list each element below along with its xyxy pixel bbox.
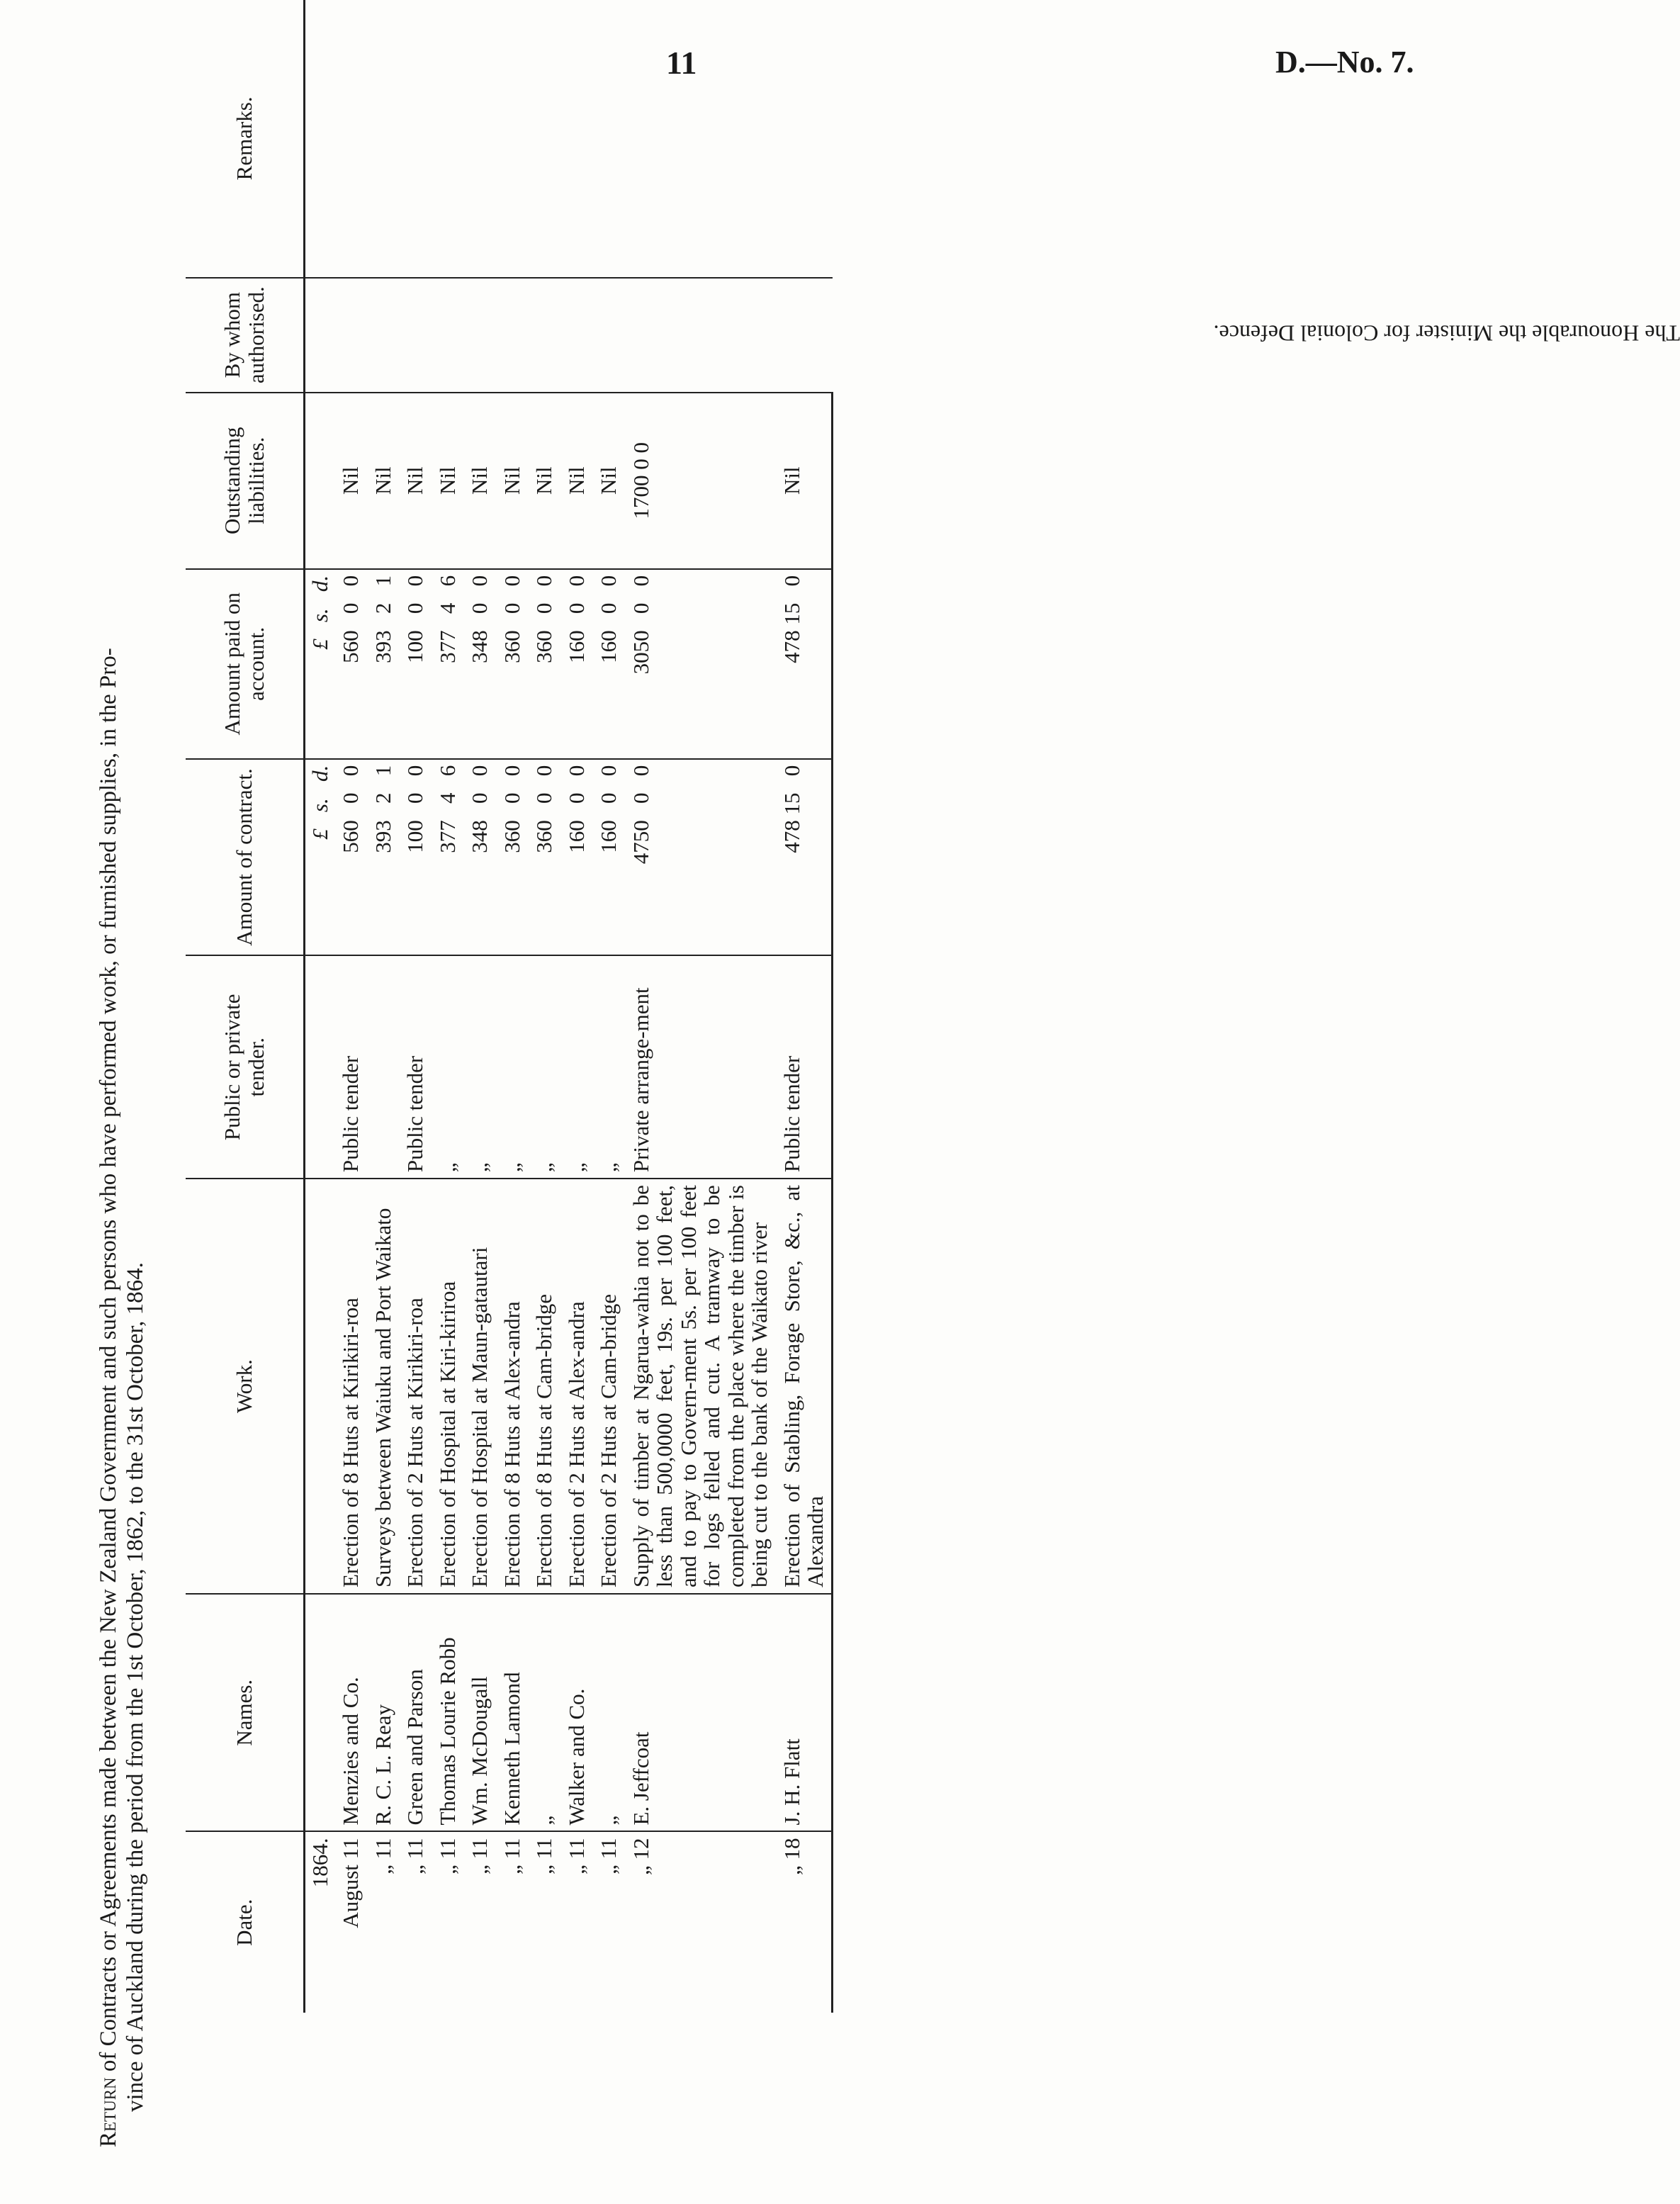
date-cell: „ 11 xyxy=(531,1838,557,1874)
name-cell: J. H. Flatt xyxy=(776,1594,833,1832)
outstanding-cell: Nil xyxy=(776,393,833,569)
tender-cell: „ xyxy=(560,955,592,1179)
tender-cell: „ xyxy=(432,955,463,1179)
outstanding-cell: Nil xyxy=(432,393,463,569)
title-line-1: of Contracts or Agreements made between the New Zealand Government and such persons who have performed work, or furnished supplies, in the Pro- xyxy=(96,648,121,2078)
amount-paid-cell: 360 0 0 xyxy=(496,569,528,759)
units-paid: £ s. d. xyxy=(305,569,335,759)
title-line-2: vince of Auckland during the period from the 1st October, 1862, to the 31st October, 1864. xyxy=(122,1262,148,2112)
tender-cell: Public tender xyxy=(776,955,833,1179)
tender-cell: Private arrange-ment xyxy=(625,955,776,1179)
date-cell: August 11 xyxy=(338,1838,363,1928)
tender-cell xyxy=(367,955,399,1179)
work-cell: Erection of 2 Huts at Kirikiri-roa xyxy=(399,1179,431,1594)
outstanding-cell: Nil xyxy=(560,393,592,569)
col-work: Work. xyxy=(186,1179,305,1594)
outstanding-cell: Nil xyxy=(463,393,495,569)
amount-contract-cell: 160 0 0 xyxy=(560,759,592,956)
amount-contract-cell: 100 0 0 xyxy=(399,759,431,956)
name-cell: Menzies and Co. xyxy=(334,1594,366,1832)
work-cell: Supply of timber at Ngarua-wahia not to be less than 500,0000 feet, 19s. per 100 feet, and to pay to Govern-ment 5s. per 100 feet for logs felled and cut. A tramway to be completed from the place where the timber is being cut to the bank of the Waikato river xyxy=(625,1179,776,1594)
amount-contract-cell: 360 0 0 xyxy=(528,759,560,956)
date-cell: „ 11 xyxy=(467,1838,492,1874)
date-cell: „ 11 xyxy=(402,1838,428,1874)
work-cell: Erection of 8 Huts at Kirikiri-roa xyxy=(334,1179,366,1594)
outstanding-cell: Nil xyxy=(496,393,528,569)
amount-paid-cell: 160 0 0 xyxy=(560,569,592,759)
col-names: Names. xyxy=(186,1594,305,1832)
header-row xyxy=(186,0,305,2013)
col-amount-paid: Amount paid on account. xyxy=(186,569,305,759)
amount-paid-cell: 3050 0 0 xyxy=(625,569,776,759)
title-lead: Return xyxy=(96,2077,121,2147)
tender-cell: „ xyxy=(463,955,495,1179)
outstanding-cell: Nil xyxy=(592,393,624,569)
tender-cell: „ xyxy=(592,955,624,1179)
amount-contract-cell: 478 15 0 xyxy=(776,759,833,956)
tender-cell: „ xyxy=(528,955,560,1179)
amount-paid-cell: 393 2 1 xyxy=(367,569,399,759)
amount-contract-cell: 360 0 0 xyxy=(496,759,528,956)
col-by-whom: By whom authorised. xyxy=(186,278,305,393)
page-number: 11 xyxy=(666,45,697,81)
amount-contract-cell: 348 0 0 xyxy=(463,759,495,956)
date-cell: „ 11 xyxy=(370,1838,395,1874)
work-cell: Erection of 2 Huts at Cam-bridge xyxy=(592,1179,624,1594)
name-cell: Kenneth Lamond xyxy=(496,1594,528,1832)
outstanding-cell: Nil xyxy=(528,393,560,569)
outstanding-cell: Nil xyxy=(334,393,366,569)
amount-contract-cell: 160 0 0 xyxy=(592,759,624,956)
amount-paid-cell: 348 0 0 xyxy=(463,569,495,759)
authorised-by-cell xyxy=(305,278,1680,393)
remarks-cell xyxy=(305,0,833,278)
name-cell: Walker and Co. xyxy=(560,1594,592,1832)
amount-paid-cell: 560 0 0 xyxy=(334,569,366,759)
name-cell: „ xyxy=(528,1594,560,1832)
date-cell: „ 11 xyxy=(499,1838,524,1874)
units-row xyxy=(305,0,335,2013)
year-cell: 1864. xyxy=(308,1838,332,1888)
amount-contract-cell: 377 4 6 xyxy=(432,759,463,956)
col-tender: Public or private tender. xyxy=(186,955,305,1179)
amount-paid-cell: 160 0 0 xyxy=(592,569,624,759)
date-cell: „ 11 xyxy=(596,1838,621,1874)
outstanding-cell: 1700 0 0 xyxy=(625,393,776,569)
amount-paid-cell: 100 0 0 xyxy=(399,569,431,759)
work-cell: Erection of Stabling, Forage Store, &c., at Alexandra xyxy=(776,1179,833,1594)
work-cell: Erection of 8 Huts at Alex-andra xyxy=(496,1179,528,1594)
date-cell: „ 11 xyxy=(563,1838,589,1874)
tender-cell: Public tender xyxy=(334,955,366,1179)
work-cell: Surveys between Waiuku and Port Waikato xyxy=(367,1179,399,1594)
tender-cell: „ xyxy=(496,955,528,1179)
work-cell: Erection of Hospital at Maun-gatautari xyxy=(463,1179,495,1594)
date-cell: „ 11 xyxy=(434,1838,460,1874)
amount-paid-cell: 478 15 0 xyxy=(776,569,833,759)
amount-paid-cell: 360 0 0 xyxy=(528,569,560,759)
name-cell: „ xyxy=(592,1594,624,1832)
work-cell: Erection of 2 Huts at Alex-andra xyxy=(560,1179,592,1594)
date-cell: „ 18 xyxy=(776,1832,833,2013)
authorised-by-text: The Honourable the Minister for Colonial Defence. xyxy=(1213,320,1680,347)
col-amount-contract: Amount of contract. xyxy=(186,759,305,956)
name-cell: R. C. L. Reay xyxy=(367,1594,399,1832)
amount-contract-cell: 4750 0 0 xyxy=(625,759,776,956)
work-cell: Erection of 8 Huts at Cam-bridge xyxy=(528,1179,560,1594)
amount-contract-cell: 560 0 0 xyxy=(334,759,366,956)
amount-paid-cell: 377 4 6 xyxy=(432,569,463,759)
name-cell: E. Jeffcoat xyxy=(625,1594,776,1832)
tender-cell: Public tender xyxy=(399,955,431,1179)
name-cell: Thomas Lourie Robb xyxy=(432,1594,463,1832)
col-outstanding: Outstanding liabilities. xyxy=(186,393,305,569)
amount-contract-cell: 393 2 1 xyxy=(367,759,399,956)
name-cell: Wm. McDougall xyxy=(463,1594,495,1832)
outstanding-cell: Nil xyxy=(367,393,399,569)
document-reference: D.—No. 7. xyxy=(1275,45,1414,79)
work-cell: Erection of Hospital at Kiri-kiriroa xyxy=(432,1179,463,1594)
col-remarks: Remarks. xyxy=(186,0,305,278)
name-cell: Green and Parson xyxy=(399,1594,431,1832)
col-date: Date. xyxy=(186,1832,305,2013)
table-title xyxy=(96,57,150,2147)
date-cell: „ 12 xyxy=(628,1838,653,1876)
outstanding-cell: Nil xyxy=(399,393,431,569)
units-contract: £ s. d. xyxy=(305,759,335,956)
